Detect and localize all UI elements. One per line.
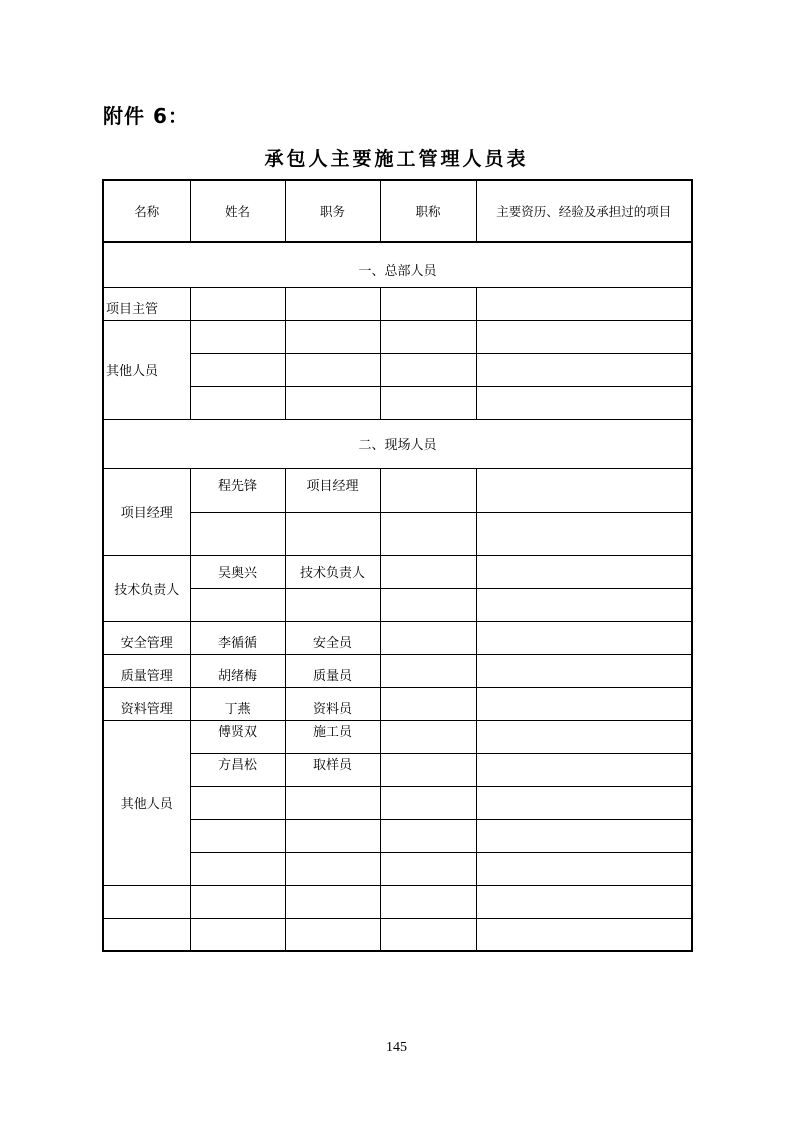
person-name: 傅贤双	[217, 725, 257, 740]
person-name-cell	[190, 720, 285, 753]
table-cell	[380, 588, 476, 621]
table-cell	[380, 555, 476, 588]
table-cell	[380, 468, 476, 512]
table-cell	[380, 918, 476, 951]
table-cell	[380, 512, 476, 555]
header-cell-position: 职务	[285, 180, 380, 242]
position-cell	[285, 720, 380, 753]
person-name: 方昌松	[217, 758, 257, 773]
table-row	[103, 753, 692, 786]
table-cell	[476, 555, 692, 588]
table-row	[103, 654, 692, 687]
role-label: 安全管理	[120, 636, 173, 651]
table-row	[103, 885, 692, 918]
document-title: 承包人主要施工管理人员表	[264, 148, 529, 170]
table-row	[103, 353, 692, 386]
table-cell	[285, 386, 380, 419]
role-cell	[103, 654, 190, 687]
header-cell-experience: 主要资历、经验及承担过的项目	[476, 180, 692, 242]
role-cell	[103, 621, 190, 654]
table-row	[103, 320, 692, 353]
person-name-cell	[190, 621, 285, 654]
table-cell	[285, 353, 380, 386]
person-name: 丁燕	[224, 702, 251, 717]
table-row	[103, 386, 692, 419]
table-cell	[190, 588, 285, 621]
table-cell	[380, 819, 476, 852]
table-cell	[476, 918, 692, 951]
table-cell	[476, 621, 692, 654]
table-cell	[476, 386, 692, 419]
position-label: 项目经理	[306, 478, 359, 494]
annex-label: 附件 6：	[103, 104, 189, 128]
table-cell	[190, 386, 285, 419]
person-name-cell	[190, 687, 285, 720]
person-name-cell	[190, 654, 285, 687]
table-cell	[476, 819, 692, 852]
position-cell	[285, 687, 380, 720]
section-title: 一、总部人员	[358, 264, 437, 280]
table-cell	[476, 885, 692, 918]
table-row	[103, 555, 692, 588]
table-cell	[476, 320, 692, 353]
table-cell	[285, 852, 380, 885]
person-name: 胡绪梅	[217, 669, 257, 684]
position-label: 取样员	[312, 758, 352, 773]
table-row	[103, 786, 692, 819]
section-title-cell	[103, 242, 692, 287]
table-cell	[476, 852, 692, 885]
table-cell	[380, 753, 476, 786]
table-cell	[190, 852, 285, 885]
person-name: 吴奥兴	[217, 566, 257, 581]
table-cell	[190, 786, 285, 819]
position-label: 施工员	[312, 725, 352, 740]
person-name-cell	[190, 555, 285, 588]
table-cell	[380, 852, 476, 885]
table-cell	[476, 468, 692, 512]
position-cell	[285, 753, 380, 786]
table-cell	[190, 819, 285, 852]
table-row	[103, 687, 692, 720]
table-cell	[285, 918, 380, 951]
table-row	[103, 621, 692, 654]
position-cell	[285, 621, 380, 654]
table-header-row	[103, 180, 692, 242]
role-label: 质量管理	[120, 669, 173, 684]
table-cell	[476, 588, 692, 621]
table-cell	[190, 353, 285, 386]
position-label: 资料员	[312, 702, 352, 717]
table-row	[103, 819, 692, 852]
role-cell	[103, 320, 190, 419]
table-cell	[285, 819, 380, 852]
table-cell	[190, 918, 285, 951]
table-cell	[380, 353, 476, 386]
position-label: 安全员	[312, 636, 352, 651]
position-cell	[285, 468, 380, 512]
table-cell	[380, 386, 476, 419]
table-cell	[190, 320, 285, 353]
table-cell	[285, 885, 380, 918]
role-cell	[103, 287, 190, 320]
table-cell	[476, 287, 692, 320]
table-cell	[380, 287, 476, 320]
table-cell	[476, 654, 692, 687]
section-header-row	[103, 419, 692, 468]
table-cell	[380, 654, 476, 687]
table-cell	[285, 588, 380, 621]
table-cell	[380, 320, 476, 353]
table-cell	[103, 885, 190, 918]
table-row	[103, 720, 692, 753]
position-cell	[285, 555, 380, 588]
table-cell	[285, 320, 380, 353]
table-cell	[190, 512, 285, 555]
role-cell	[103, 468, 190, 555]
position-cell	[285, 654, 380, 687]
table-cell	[380, 885, 476, 918]
staff-table	[102, 179, 693, 952]
header-cell-person-name: 姓名	[190, 180, 285, 242]
role-label: 资料管理	[120, 702, 173, 717]
role-label: 其他人员	[120, 797, 173, 812]
table-cell	[190, 287, 285, 320]
page-number: 145	[386, 1040, 407, 1055]
person-name-cell	[190, 468, 285, 512]
table-row	[103, 918, 692, 951]
header-cell-title: 职称	[380, 180, 476, 242]
table-row	[103, 852, 692, 885]
role-label: 技术负责人	[114, 582, 180, 598]
header-cell-name-category: 名称	[103, 180, 190, 242]
table-cell	[476, 687, 692, 720]
table-cell	[103, 918, 190, 951]
role-label: 项目主管	[106, 302, 159, 317]
table-cell	[380, 720, 476, 753]
role-cell	[103, 555, 190, 621]
section-title-cell	[103, 419, 692, 468]
table-cell	[285, 287, 380, 320]
table-cell	[380, 621, 476, 654]
person-name-cell	[190, 753, 285, 786]
table-cell	[476, 720, 692, 753]
table-row	[103, 287, 692, 320]
table-cell	[285, 786, 380, 819]
table-cell	[476, 786, 692, 819]
role-cell	[103, 687, 190, 720]
role-label: 其他人员	[106, 364, 159, 379]
table-cell	[190, 885, 285, 918]
table-cell	[476, 353, 692, 386]
table-row	[103, 588, 692, 621]
role-cell	[103, 720, 190, 885]
table-cell	[380, 687, 476, 720]
table-row	[103, 468, 692, 512]
person-name: 李循循	[217, 636, 257, 651]
position-label: 质量员	[312, 669, 352, 684]
person-name: 程先锋	[217, 478, 257, 494]
role-label: 项目经理	[120, 506, 173, 521]
position-label: 技术负责人	[299, 566, 365, 581]
section-title: 二、现场人员	[358, 438, 437, 453]
section-header-row	[103, 242, 692, 287]
table-cell	[476, 753, 692, 786]
table-cell	[476, 512, 692, 555]
table-row	[103, 512, 692, 555]
table-cell	[285, 512, 380, 555]
table-cell	[380, 786, 476, 819]
